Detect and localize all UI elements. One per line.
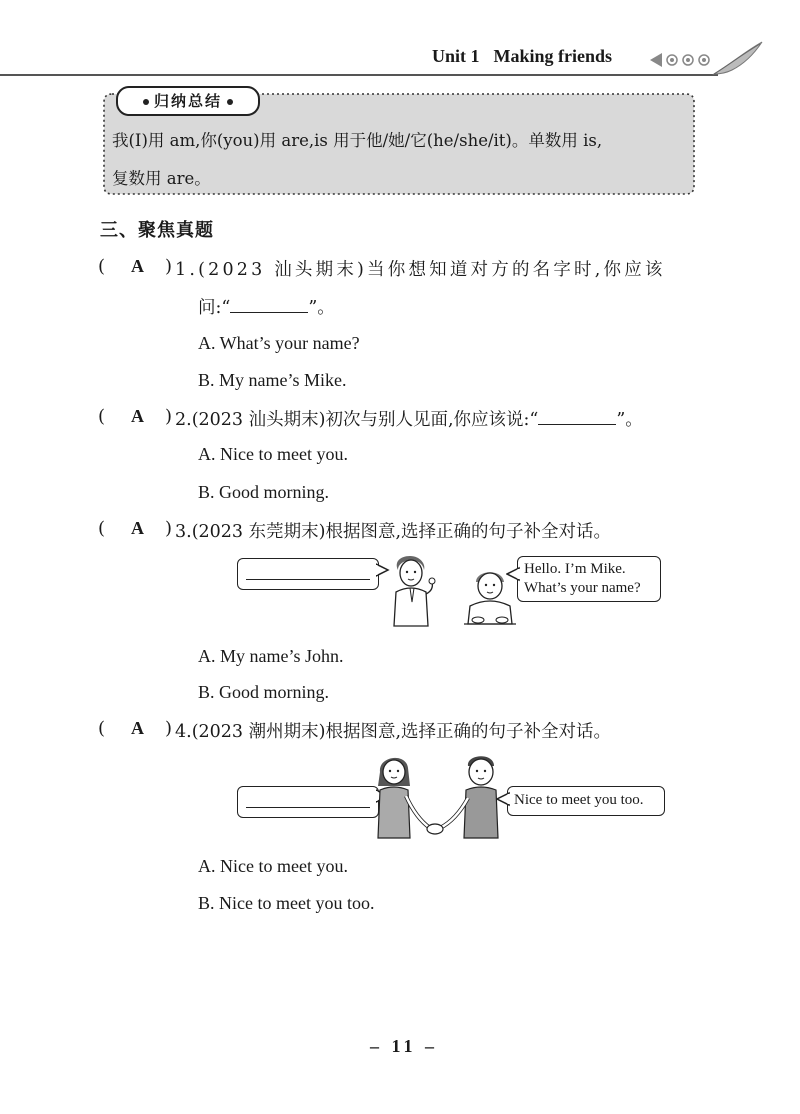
- boy-john-illustration: [384, 552, 440, 628]
- summary-line-2: 复数用 are。: [112, 169, 211, 188]
- summary-tag: [116, 86, 260, 116]
- handshake-illustration: [374, 752, 504, 840]
- answer-blank: [246, 807, 370, 808]
- bubble-tail-icon: [506, 566, 520, 582]
- answer-paren-close: ): [165, 518, 173, 539]
- section-title: 三、聚焦真题: [100, 220, 214, 241]
- page-number: – 11 –: [370, 1036, 439, 1056]
- bubble-tail-icon: [496, 791, 510, 807]
- feather-decoration-icon: [648, 40, 768, 80]
- unit-label: Unit 1: [432, 46, 480, 66]
- answer-blank: [538, 410, 616, 425]
- answer-blank: [246, 579, 370, 580]
- speech-bubble-right: [517, 556, 661, 602]
- question-stem: 4.(2023 潮州期末)根据图意,选择正确的句子补全对话。: [175, 722, 612, 742]
- summary-tag-label: 归纳总结: [153, 92, 222, 110]
- option-a: A. Nice to meet you.: [198, 444, 348, 464]
- answer-paren-open: (: [98, 256, 106, 277]
- unit-title: Making friends: [493, 46, 613, 66]
- speech-bubble-left: [237, 558, 379, 590]
- answer-value: A: [131, 518, 144, 538]
- answer-paren-open: (: [98, 406, 106, 427]
- question-stem: 1.(2023 汕头期末)当你想知道对方的名字时,你应该: [175, 260, 666, 280]
- answer-value: A: [131, 718, 144, 738]
- summary-box: [102, 92, 696, 196]
- answer-paren-close: ): [165, 406, 173, 427]
- header-rule: [0, 74, 718, 76]
- summary-text: [112, 122, 692, 198]
- bubble-line-1: Hello. I’m Mike.: [524, 561, 626, 577]
- running-title: [432, 46, 612, 67]
- question-stem: 2.(2023 汕头期末)初次与别人见面,你应该说:“ ”。: [175, 410, 643, 430]
- page-header: [0, 0, 800, 80]
- answer-paren-open: (: [98, 718, 106, 739]
- answer-paren-close: ): [165, 718, 173, 739]
- bubble-text: Nice to meet you too.: [514, 792, 644, 808]
- option-b: B. Good morning.: [198, 682, 330, 702]
- option-b: B. My name’s Mike.: [198, 370, 347, 390]
- speech-bubble-left: [237, 786, 379, 818]
- option-a: A. Nice to meet you.: [198, 856, 348, 876]
- option-b: B. Nice to meet you too.: [198, 893, 375, 913]
- option-a: A. My name’s John.: [198, 646, 344, 666]
- speech-bubble-right: [507, 786, 665, 816]
- bubble-line-2: What’s your name?: [524, 580, 641, 596]
- question-stem-continued: 问:“ ”。: [198, 298, 335, 318]
- option-a: A. What’s your name?: [198, 333, 360, 353]
- option-b: B. Good morning.: [198, 482, 330, 502]
- summary-line-1: 我(I)用 am,你(you)用 are,is 用于他/她/它(he/she/it)。单数用 is,: [112, 131, 603, 150]
- question-stem: 3.(2023 东莞期末)根据图意,选择正确的句子补全对话。: [175, 522, 612, 542]
- answer-paren-close: ): [165, 256, 173, 277]
- answer-value: A: [131, 406, 144, 426]
- answer-value: A: [131, 256, 144, 276]
- answer-paren-open: (: [98, 518, 106, 539]
- answer-blank: [230, 298, 308, 313]
